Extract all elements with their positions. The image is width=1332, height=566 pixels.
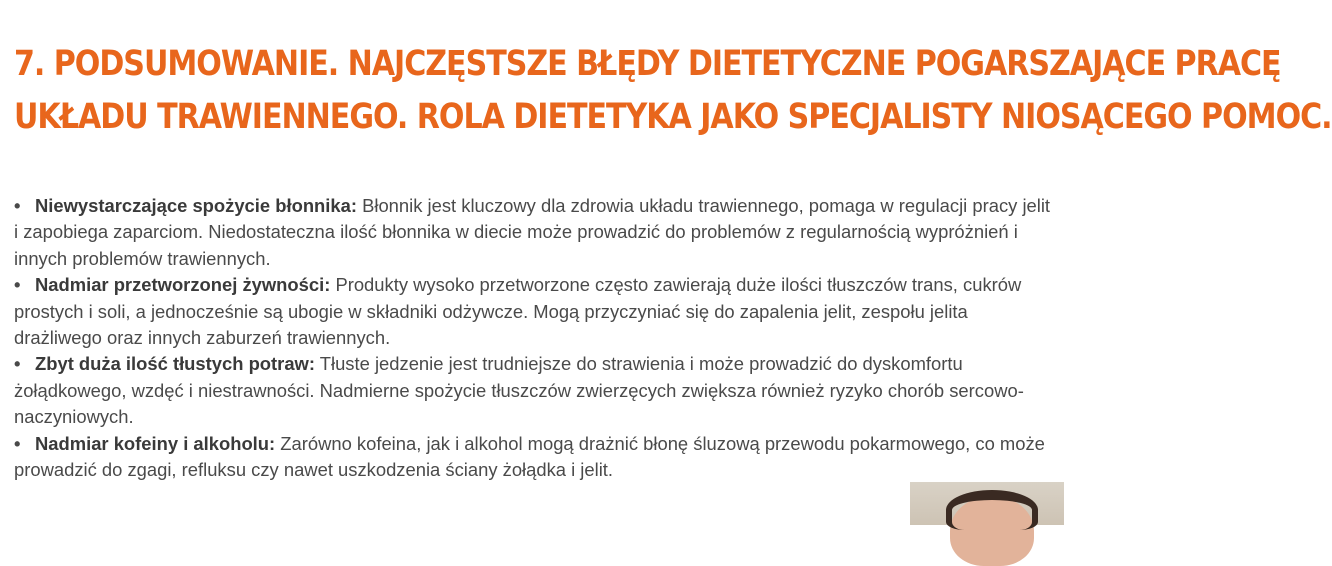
bullet-icon: • [14,353,21,375]
bullet-item-fiber [14,193,1054,272]
slide-title [14,38,1332,144]
bullet-text: Błonnik jest kluczowy dla zdrowia układu trawiennego, pomaga w regulacji pracy jelit i zapobiega zaparciom. Niedostateczna ilość błonnika w diecie może prowadzić do problemów z regularnością wypróżnień i innych problemów trawiennych. [14,195,1051,269]
bullet-icon: • [14,274,21,296]
bullet-item-caffeine-alcohol [14,431,1054,484]
bullet-text: Produkty wysoko przetworzone często zawierają duże ilości tłuszczów trans, cukrów prostych i soli, a jednocześnie są ubogie w składniki odżywcze. Mogą przyczyniać się do zapalenia jelit, zespołu jelita drażliwego oraz innych zaburzeń trawiennych. [14,274,1022,349]
bullet-icon: • [14,432,21,454]
bullet-term: Nadmiar przetworzonej żywności: [35,274,331,296]
bullet-term: Niewystarczające spożycie błonnika: [35,195,357,216]
bullet-text: Tłuste jedzenie jest trudniejsze do strawienia i może prowadzić do dyskomfortu żołądkowego, wzdęć i niestrawności. Nadmierne spożycie tłuszczów zwierzęcych zwiększa również ryzyko chorób sercowo-naczyniowych. [14,353,1024,428]
presenter-webcam-thumbnail [910,482,1064,525]
bullet-term: Zbyt duża ilość tłustych potraw: [35,353,315,375]
bullet-term: Nadmiar kofeiny i alkoholu: [35,432,276,454]
presenter-hair [946,490,1038,530]
bullet-item-fatty-food [14,351,1054,430]
bullet-list [14,193,1054,483]
slide-title-line-1: 7. PODSUMOWANIE. NAJCZĘSTSZE BŁĘDY DIETETYCZNE POGARSZAJĄCE PRACĘ [14,44,1281,84]
bullet-icon: • [14,195,21,216]
bullet-item-processed-food [14,272,1054,351]
slide-title-line-2: UKŁADU TRAWIENNEGO. ROLA DIETETYKA JAKO SPECJALISTY NIOSĄCEGO POMOC. [14,97,1332,137]
bullet-text: Zarówno kofeina, jak i alkohol mogą drażnić błonę śluzową przewodu pokarmowego, co może prowadzić do zgagi, refluksu czy nawet uszkodzenia ściany żołądka i jelit. [14,432,1045,481]
